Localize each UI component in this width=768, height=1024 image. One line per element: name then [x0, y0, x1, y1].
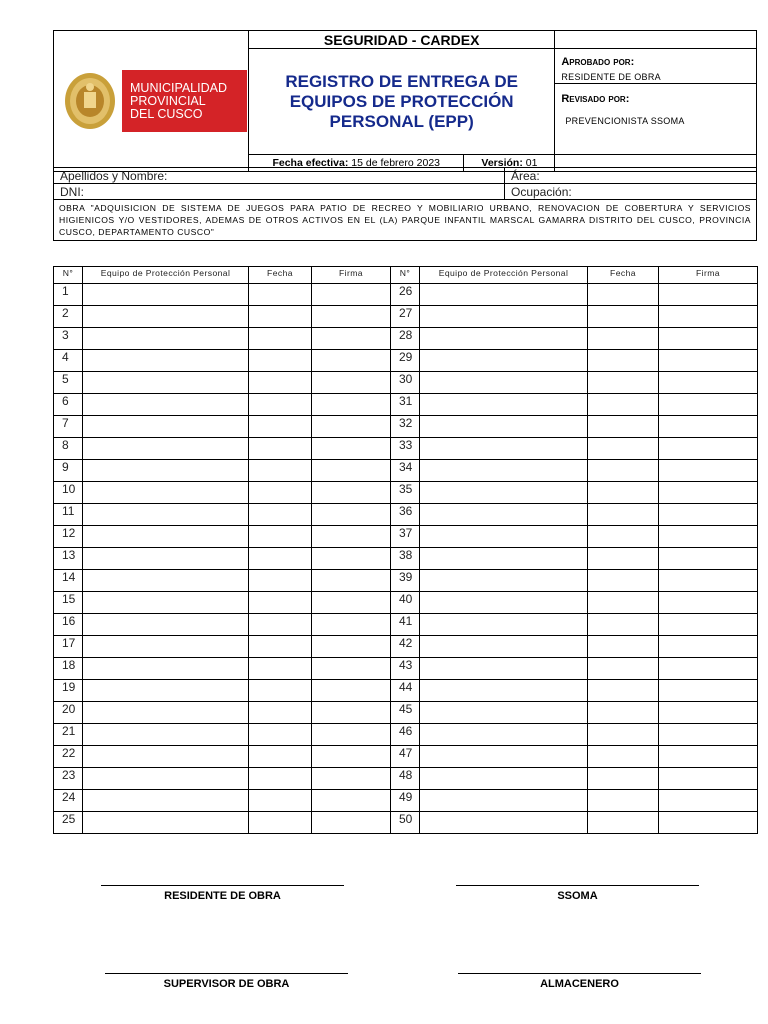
signature-cell[interactable]: [312, 592, 391, 614]
equipment-cell[interactable]: [83, 504, 249, 526]
equipment-cell[interactable]: [420, 394, 588, 416]
equipment-cell[interactable]: [83, 768, 249, 790]
equipment-cell[interactable]: [420, 702, 588, 724]
table-row: [54, 526, 758, 548]
signature-cell[interactable]: [312, 482, 391, 504]
equipment-cell[interactable]: [83, 548, 249, 570]
row-number: 37: [391, 526, 420, 548]
version-value: 01: [522, 157, 538, 169]
date-cell[interactable]: [249, 394, 312, 416]
signature-cell[interactable]: [312, 394, 391, 416]
table-row: [54, 680, 758, 702]
row-number: 48: [391, 768, 420, 790]
equipment-cell[interactable]: [420, 680, 588, 702]
signature-cell[interactable]: [312, 284, 391, 306]
date-cell[interactable]: [249, 790, 312, 812]
approved-by-label: Aprobado por:: [561, 56, 635, 68]
header-equipment: Equipo de Protección Personal: [83, 267, 249, 284]
table-row: [54, 724, 758, 746]
header-date: Fecha: [249, 267, 312, 284]
equipment-cell[interactable]: [420, 504, 588, 526]
signature-cell[interactable]: [312, 702, 391, 724]
signature-supervisor: SUPERVISOR DE OBRA: [163, 978, 290, 990]
date-cell[interactable]: [588, 482, 659, 504]
date-cell[interactable]: [249, 526, 312, 548]
signature-cell[interactable]: [312, 372, 391, 394]
equipment-cell[interactable]: [420, 614, 588, 636]
row-number: 21: [54, 724, 83, 746]
equipment-cell[interactable]: [83, 570, 249, 592]
table-row: [54, 394, 758, 416]
equipment-cell[interactable]: [83, 724, 249, 746]
equipment-cell[interactable]: [83, 614, 249, 636]
date-cell[interactable]: [588, 416, 659, 438]
equipment-cell[interactable]: [420, 768, 588, 790]
row-number: 32: [391, 416, 420, 438]
row-number: 4: [54, 350, 83, 372]
signature-cell[interactable]: [312, 526, 391, 548]
signature-cell[interactable]: [659, 350, 758, 372]
signature-cell[interactable]: [312, 724, 391, 746]
version-label: Versión:: [481, 157, 523, 169]
date-cell[interactable]: [588, 548, 659, 570]
signature-cell[interactable]: [659, 526, 758, 548]
equipment-cell[interactable]: [83, 306, 249, 328]
table-row: [54, 548, 758, 570]
signature-cell[interactable]: [659, 372, 758, 394]
row-number: 1: [54, 284, 83, 306]
date-cell[interactable]: [588, 680, 659, 702]
signature-cell[interactable]: [312, 416, 391, 438]
row-number: 7: [54, 416, 83, 438]
signature-cell[interactable]: [659, 724, 758, 746]
equipment-cell[interactable]: [420, 658, 588, 680]
signature-cell[interactable]: [659, 592, 758, 614]
reviewed-by-value: PREVENCIONISTA SSOMA: [565, 116, 685, 126]
date-cell[interactable]: [588, 284, 659, 306]
row-number: 20: [54, 702, 83, 724]
equipment-cell[interactable]: [83, 350, 249, 372]
coat-of-arms-seal-icon: [64, 72, 116, 130]
name-field[interactable]: Apellidos y Nombre:: [54, 168, 505, 184]
row-number: 42: [391, 636, 420, 658]
signature-cell[interactable]: [312, 438, 391, 460]
date-cell[interactable]: [249, 416, 312, 438]
row-number: 25: [54, 812, 83, 834]
signature-cell[interactable]: [312, 812, 391, 834]
date-cell[interactable]: [249, 724, 312, 746]
row-number: 5: [54, 372, 83, 394]
equipment-cell[interactable]: [83, 394, 249, 416]
date-cell[interactable]: [249, 504, 312, 526]
table-header-row: [54, 267, 758, 284]
date-cell[interactable]: [588, 724, 659, 746]
equipment-cell[interactable]: [83, 636, 249, 658]
signature-cell[interactable]: [659, 636, 758, 658]
table-row: [54, 570, 758, 592]
row-number: 26: [391, 284, 420, 306]
dni-field[interactable]: DNI:: [54, 184, 505, 200]
date-cell[interactable]: [249, 328, 312, 350]
row-number: 28: [391, 328, 420, 350]
row-number: 22: [54, 746, 83, 768]
date-cell[interactable]: [588, 812, 659, 834]
signature-cell[interactable]: [312, 548, 391, 570]
date-cell[interactable]: [249, 438, 312, 460]
table-row: [54, 416, 758, 438]
equipment-cell[interactable]: [420, 482, 588, 504]
row-number: 50: [391, 812, 420, 834]
date-cell[interactable]: [249, 350, 312, 372]
table-row: [54, 504, 758, 526]
row-number: 8: [54, 438, 83, 460]
equipment-cell[interactable]: [420, 812, 588, 834]
signature-line: [456, 885, 699, 886]
signature-cell[interactable]: [659, 394, 758, 416]
signature-cell[interactable]: [659, 306, 758, 328]
date-cell[interactable]: [249, 768, 312, 790]
table-row: [54, 636, 758, 658]
equipment-cell[interactable]: [83, 482, 249, 504]
header-date: Fecha: [588, 267, 659, 284]
date-cell[interactable]: [249, 636, 312, 658]
equipment-cell[interactable]: [420, 306, 588, 328]
empty-cell: [555, 31, 757, 49]
signature-cell[interactable]: [659, 438, 758, 460]
row-number: 38: [391, 548, 420, 570]
effective-date-label: Fecha efectiva:: [272, 157, 349, 169]
signature-line: [101, 885, 344, 886]
row-number: 47: [391, 746, 420, 768]
row-number: 46: [391, 724, 420, 746]
date-cell[interactable]: [588, 526, 659, 548]
municipality-logo: [122, 70, 247, 132]
equipment-cell[interactable]: [420, 416, 588, 438]
signature-cell[interactable]: [312, 504, 391, 526]
equipment-cell[interactable]: [83, 460, 249, 482]
signature-cell[interactable]: [659, 768, 758, 790]
signature-cell[interactable]: [659, 812, 758, 834]
signature-cell[interactable]: [312, 746, 391, 768]
equipment-cell[interactable]: [83, 592, 249, 614]
logo-line-1: MUNICIPALIDAD: [130, 80, 228, 95]
row-number: 27: [391, 306, 420, 328]
table-row: [54, 592, 758, 614]
equipment-cell[interactable]: [420, 548, 588, 570]
row-number: 31: [391, 394, 420, 416]
header-signature: Firma: [659, 267, 758, 284]
signature-cell[interactable]: [312, 350, 391, 372]
equipment-cell[interactable]: [83, 438, 249, 460]
header-equipment: Equipo de Protección Personal: [420, 267, 588, 284]
equipment-cell[interactable]: [83, 790, 249, 812]
area-field[interactable]: Área:: [505, 168, 757, 184]
row-number: 14: [54, 570, 83, 592]
date-cell[interactable]: [249, 812, 312, 834]
row-number: 13: [54, 548, 83, 570]
row-number: 29: [391, 350, 420, 372]
signature-cell[interactable]: [659, 702, 758, 724]
signature-cell[interactable]: [312, 768, 391, 790]
title-line-3: PERSONAL (EPP): [329, 111, 474, 131]
date-cell[interactable]: [249, 306, 312, 328]
row-number: 10: [54, 482, 83, 504]
signature-cell[interactable]: [659, 482, 758, 504]
row-number: 45: [391, 702, 420, 724]
row-number: 6: [54, 394, 83, 416]
project-description: OBRA "ADQUISICION DE SISTEMA DE JUEGOS PARA PATIO DE RECREO Y MOBILIARIO URBANO, RENOVACION DE COBERTURA Y SERVICIOS HIGIENICOS Y/O VESTIDORES, ADEMAS DE OTROS ACTIVOS EN EL (LA) PARQUE INFANTIL MARSCAL GAMARRA DISTRITO DEL CUSCO, PROVINCIA CUSCO, DEPARTAMENTO CUSCO": [54, 200, 757, 241]
date-cell[interactable]: [249, 592, 312, 614]
equipment-cell[interactable]: [83, 702, 249, 724]
signature-cell[interactable]: [312, 636, 391, 658]
header-signature: Firma: [312, 267, 391, 284]
signature-cell[interactable]: [312, 658, 391, 680]
row-number: 36: [391, 504, 420, 526]
date-cell[interactable]: [249, 680, 312, 702]
date-cell[interactable]: [588, 350, 659, 372]
signature-cell[interactable]: [312, 328, 391, 350]
approval-cell: [555, 49, 757, 155]
table-row: [54, 746, 758, 768]
equipment-cell[interactable]: [420, 460, 588, 482]
date-cell[interactable]: [588, 790, 659, 812]
signature-ssoma: SSOMA: [557, 890, 598, 902]
table-row: [54, 460, 758, 482]
date-cell[interactable]: [249, 548, 312, 570]
equipment-cell[interactable]: [83, 526, 249, 548]
section-title: SEGURIDAD - CARDEX: [248, 31, 554, 49]
effective-date-value: 15 de febrero 2023: [348, 157, 440, 169]
occupation-field[interactable]: Ocupación:: [505, 184, 757, 200]
signature-cell[interactable]: [312, 790, 391, 812]
date-cell[interactable]: [588, 394, 659, 416]
header-number: N°: [391, 267, 420, 284]
equipment-cell[interactable]: [83, 372, 249, 394]
row-number: 49: [391, 790, 420, 812]
date-cell[interactable]: [588, 768, 659, 790]
signature-resident: RESIDENTE DE OBRA: [164, 890, 281, 902]
table-row: [54, 284, 758, 306]
date-cell[interactable]: [249, 658, 312, 680]
row-number: 17: [54, 636, 83, 658]
date-cell[interactable]: [249, 746, 312, 768]
row-number: 35: [391, 482, 420, 504]
signature-cell[interactable]: [312, 306, 391, 328]
date-cell[interactable]: [249, 482, 312, 504]
row-number: 16: [54, 614, 83, 636]
date-cell[interactable]: [588, 460, 659, 482]
row-number: 19: [54, 680, 83, 702]
table-row: [54, 768, 758, 790]
equipment-cell[interactable]: [420, 724, 588, 746]
date-cell[interactable]: [588, 328, 659, 350]
date-cell[interactable]: [588, 504, 659, 526]
logo-line-2: PROVINCIAL: [130, 93, 206, 108]
signature-cell[interactable]: [659, 548, 758, 570]
row-number: 15: [54, 592, 83, 614]
row-number: 43: [391, 658, 420, 680]
equipment-cell[interactable]: [83, 328, 249, 350]
row-number: 40: [391, 592, 420, 614]
reviewed-by-label: Revisado por:: [561, 93, 630, 105]
equipment-cell[interactable]: [420, 372, 588, 394]
equipment-cell[interactable]: [83, 680, 249, 702]
table-row: [54, 614, 758, 636]
title-line-2: EQUIPOS DE PROTECCIÓN: [289, 91, 514, 111]
date-cell[interactable]: [588, 614, 659, 636]
date-cell[interactable]: [588, 438, 659, 460]
table-row: [54, 812, 758, 834]
row-number: 34: [391, 460, 420, 482]
signature-cell[interactable]: [659, 504, 758, 526]
row-number: 11: [54, 504, 83, 526]
table-row: [54, 372, 758, 394]
date-cell[interactable]: [249, 372, 312, 394]
date-cell[interactable]: [249, 284, 312, 306]
table-row: [54, 438, 758, 460]
table-row: [54, 658, 758, 680]
equipment-cell[interactable]: [83, 658, 249, 680]
equipment-cell[interactable]: [83, 284, 249, 306]
row-number: 24: [54, 790, 83, 812]
row-number: 2: [54, 306, 83, 328]
equipment-cell[interactable]: [420, 790, 588, 812]
equipment-cell[interactable]: [420, 526, 588, 548]
equipment-cell[interactable]: [420, 328, 588, 350]
equipment-cell[interactable]: [420, 570, 588, 592]
date-cell[interactable]: [588, 570, 659, 592]
signature-cell[interactable]: [659, 570, 758, 592]
epp-delivery-table: [53, 266, 758, 834]
date-cell[interactable]: [588, 636, 659, 658]
signature-line: [458, 973, 701, 974]
row-number: 3: [54, 328, 83, 350]
signature-cell[interactable]: [312, 680, 391, 702]
date-cell[interactable]: [588, 592, 659, 614]
document-title: [248, 49, 554, 155]
row-number: 44: [391, 680, 420, 702]
date-cell[interactable]: [249, 460, 312, 482]
row-number: 30: [391, 372, 420, 394]
title-line-1: REGISTRO DE ENTREGA DE: [285, 71, 518, 91]
signature-cell[interactable]: [659, 416, 758, 438]
signature-warehouse: ALMACENERO: [540, 978, 619, 990]
signature-cell[interactable]: [659, 328, 758, 350]
header-number: N°: [54, 267, 83, 284]
row-number: 18: [54, 658, 83, 680]
signature-cell[interactable]: [659, 680, 758, 702]
equipment-cell[interactable]: [420, 350, 588, 372]
table-row: [54, 790, 758, 812]
signature-cell[interactable]: [659, 460, 758, 482]
equipment-cell[interactable]: [420, 284, 588, 306]
date-cell[interactable]: [249, 702, 312, 724]
equipment-cell[interactable]: [420, 636, 588, 658]
row-number: 39: [391, 570, 420, 592]
equipment-cell[interactable]: [83, 746, 249, 768]
date-cell[interactable]: [588, 702, 659, 724]
signature-cell[interactable]: [659, 614, 758, 636]
date-cell[interactable]: [588, 658, 659, 680]
signature-line: [105, 973, 348, 974]
table-row: [54, 702, 758, 724]
signature-cell[interactable]: [659, 284, 758, 306]
equipment-cell[interactable]: [420, 592, 588, 614]
table-row: [54, 306, 758, 328]
row-number: 23: [54, 768, 83, 790]
table-row: [54, 328, 758, 350]
signature-cell[interactable]: [659, 790, 758, 812]
equipment-cell[interactable]: [83, 812, 249, 834]
logo-cell: [54, 31, 249, 172]
date-cell[interactable]: [588, 372, 659, 394]
equipment-cell[interactable]: [420, 438, 588, 460]
date-cell[interactable]: [249, 570, 312, 592]
signature-cell[interactable]: [659, 746, 758, 768]
signature-cell[interactable]: [312, 570, 391, 592]
date-cell[interactable]: [588, 746, 659, 768]
worker-info-table: [53, 167, 757, 241]
signature-cell[interactable]: [312, 460, 391, 482]
signature-cell[interactable]: [659, 658, 758, 680]
approved-by-value: RESIDENTE DE OBRA: [561, 72, 661, 82]
logo-line-3: DEL CUSCO: [130, 106, 203, 121]
signature-cell[interactable]: [312, 614, 391, 636]
document-header: [53, 30, 757, 172]
date-cell[interactable]: [249, 614, 312, 636]
equipment-cell[interactable]: [83, 416, 249, 438]
row-number: 9: [54, 460, 83, 482]
equipment-cell[interactable]: [420, 746, 588, 768]
table-row: [54, 482, 758, 504]
row-number: 12: [54, 526, 83, 548]
date-cell[interactable]: [588, 306, 659, 328]
table-row: [54, 350, 758, 372]
row-number: 41: [391, 614, 420, 636]
row-number: 33: [391, 438, 420, 460]
